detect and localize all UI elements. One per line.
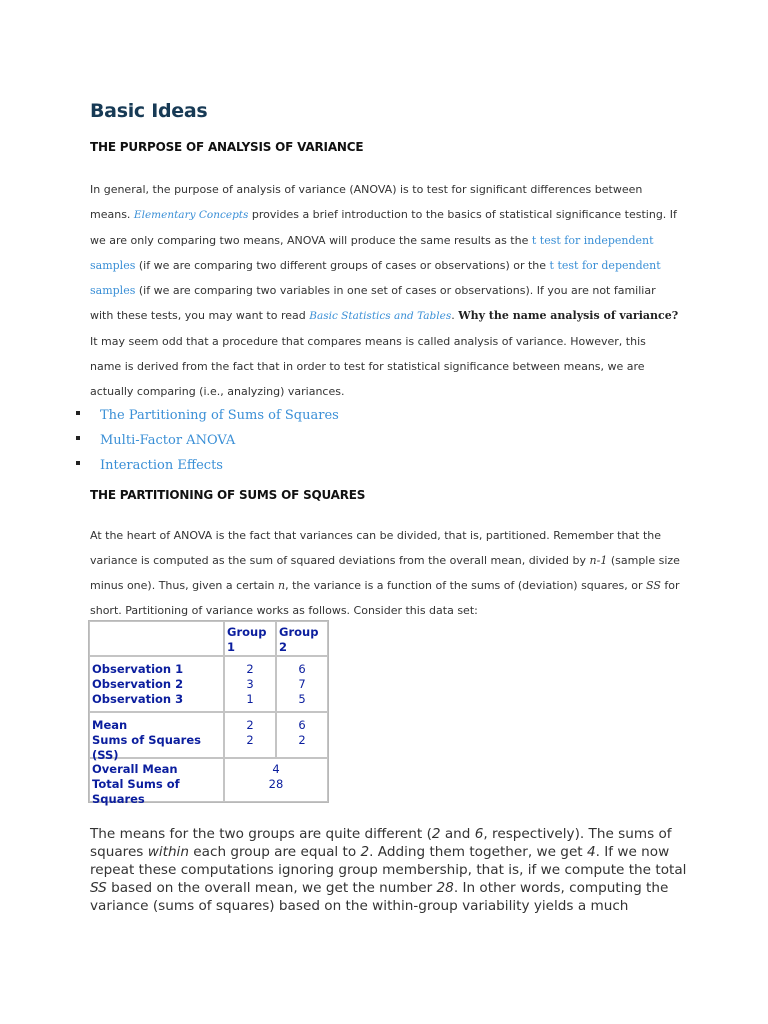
partitioning-paragraph [90, 523, 680, 623]
text-run: . [451, 309, 455, 322]
table-cell: 5 [298, 692, 306, 706]
text-run: . In other words, computing the variance (sums of squares) based on the within-group variability yields a much [90, 880, 669, 914]
text-run: each group are equal to [188, 844, 361, 860]
table-cell: 7 [298, 677, 306, 691]
table-cell: 2 [246, 718, 254, 732]
text-run: 2 [360, 844, 370, 860]
link-partitioning[interactable]: The Partitioning of Sums of Squares [100, 408, 339, 423]
text-run: 28 [436, 880, 454, 896]
row-label: Total Sums of Squares [92, 777, 180, 806]
text-run: 6 [474, 826, 484, 842]
text-run: The means for the two groups are quite different ( [90, 826, 432, 842]
row-label: Mean [92, 718, 128, 732]
row-label: Sums of Squares (SS) [92, 733, 201, 762]
text-run: (if we are comparing two variables in one set of cases or observations). If you are not familiar with these tests, you may want to read [90, 284, 656, 322]
observation-labels [89, 656, 224, 712]
row-label: Overall Mean [92, 762, 178, 776]
table-row [89, 712, 328, 758]
text-run: . If we now repeat these computations ignoring group membership, that is, if we compute the total [90, 844, 687, 878]
list-item[interactable] [76, 401, 339, 426]
text-run: based on the overall mean, we get the number [106, 880, 437, 896]
text-run: SS [90, 880, 107, 896]
link-basic-statistics[interactable]: Basic Statistics and Tables [309, 310, 452, 322]
text-run: At the heart of ANOVA is the fact that variances can be divided, that is, partitioned. Remember that the variance is computed as the sum of squared deviations from the overall mean, divided by [90, 529, 662, 567]
table-cell: 2 [246, 662, 254, 676]
link-t-test-independent[interactable]: t test for independent samples [90, 234, 654, 272]
text-run: In general, the purpose of analysis of variance (ANOVA) is to test for significant differences between means. [90, 183, 643, 221]
text-run: and [440, 826, 475, 842]
table-cell: 2 [298, 733, 306, 747]
overall-values [224, 758, 328, 802]
text-run: (sample size minus one). Thus, given a certain [90, 554, 680, 592]
group-1-stats [224, 712, 276, 758]
link-elementary-concepts[interactable]: Elementary Concepts [133, 209, 249, 221]
text-run: 2 [431, 826, 441, 842]
row-label: Observation 3 [92, 692, 184, 706]
list-item[interactable] [76, 426, 339, 451]
header-group-2: Group 2 [276, 621, 328, 656]
group-2-observations [276, 656, 328, 712]
text-run: for short. Partitioning of variance works as follows. Consider this data set: [90, 579, 680, 617]
text-run: 4 [586, 844, 596, 860]
link-interaction-effects[interactable]: Interaction Effects [100, 458, 223, 473]
text-run: SS [646, 579, 661, 592]
text-run: . Adding them together, we get [369, 844, 587, 860]
text-run: n-1 [589, 554, 608, 567]
table-cell: 6 [298, 662, 306, 676]
table-cell: 2 [246, 733, 254, 747]
text-run: n [278, 579, 286, 592]
topic-list [76, 401, 339, 476]
link-t-test-dependent[interactable]: t test for dependent samples [90, 259, 661, 297]
table-cell: 4 [272, 762, 280, 776]
data-set-table [88, 620, 329, 806]
table-cell [89, 621, 224, 656]
row-label: Observation 1 [92, 662, 184, 676]
table-row [89, 758, 328, 802]
group-2-stats [276, 712, 328, 758]
bullet-icon [76, 436, 80, 440]
page-title: Basic Ideas [90, 100, 208, 122]
table-row [89, 656, 328, 712]
why-name-question: Why the name analysis of variance? [458, 309, 679, 322]
row-label: Observation 2 [92, 677, 184, 691]
bullet-icon [76, 411, 80, 415]
text-run: provides a brief introduction to the basics of statistical significance testing. If we are only comparing two means, ANOVA will produce the same results as the [90, 208, 677, 247]
bullet-icon [76, 461, 80, 465]
text-run: It may seem odd that a procedure that compares means is called analysis of variance. However, this name is derived from the fact that in order to test for statistical significance between means, we are actually comparing (i.e., analyzing) variances. [90, 335, 646, 398]
table-header-row [89, 621, 328, 656]
header-group-1: Group 1 [224, 621, 276, 656]
table-cell: 1 [246, 692, 254, 706]
link-multi-factor-anova[interactable]: Multi-Factor ANOVA [100, 433, 236, 448]
closing-paragraph [90, 825, 690, 915]
section-heading-partitioning: THE PARTITIONING OF SUMS OF SQUARES [90, 488, 366, 502]
list-item[interactable] [76, 451, 339, 476]
stat-labels [89, 712, 224, 762]
purpose-paragraph [90, 177, 680, 404]
text-run: (if we are comparing two different groups of cases or observations) or the [135, 259, 550, 272]
group-1-observations [224, 656, 276, 712]
section-heading-purpose: THE PURPOSE OF ANALYSIS OF VARIANCE [90, 140, 364, 154]
text-run: within [147, 844, 189, 860]
text-run: , the variance is a function of the sums of (deviation) squares, or [285, 579, 647, 592]
overall-labels [89, 758, 224, 806]
table-cell: 6 [298, 718, 306, 732]
table-cell: 28 [268, 777, 284, 791]
text-run: , respectively). The sums of squares [90, 826, 672, 860]
table-cell: 3 [246, 677, 254, 691]
